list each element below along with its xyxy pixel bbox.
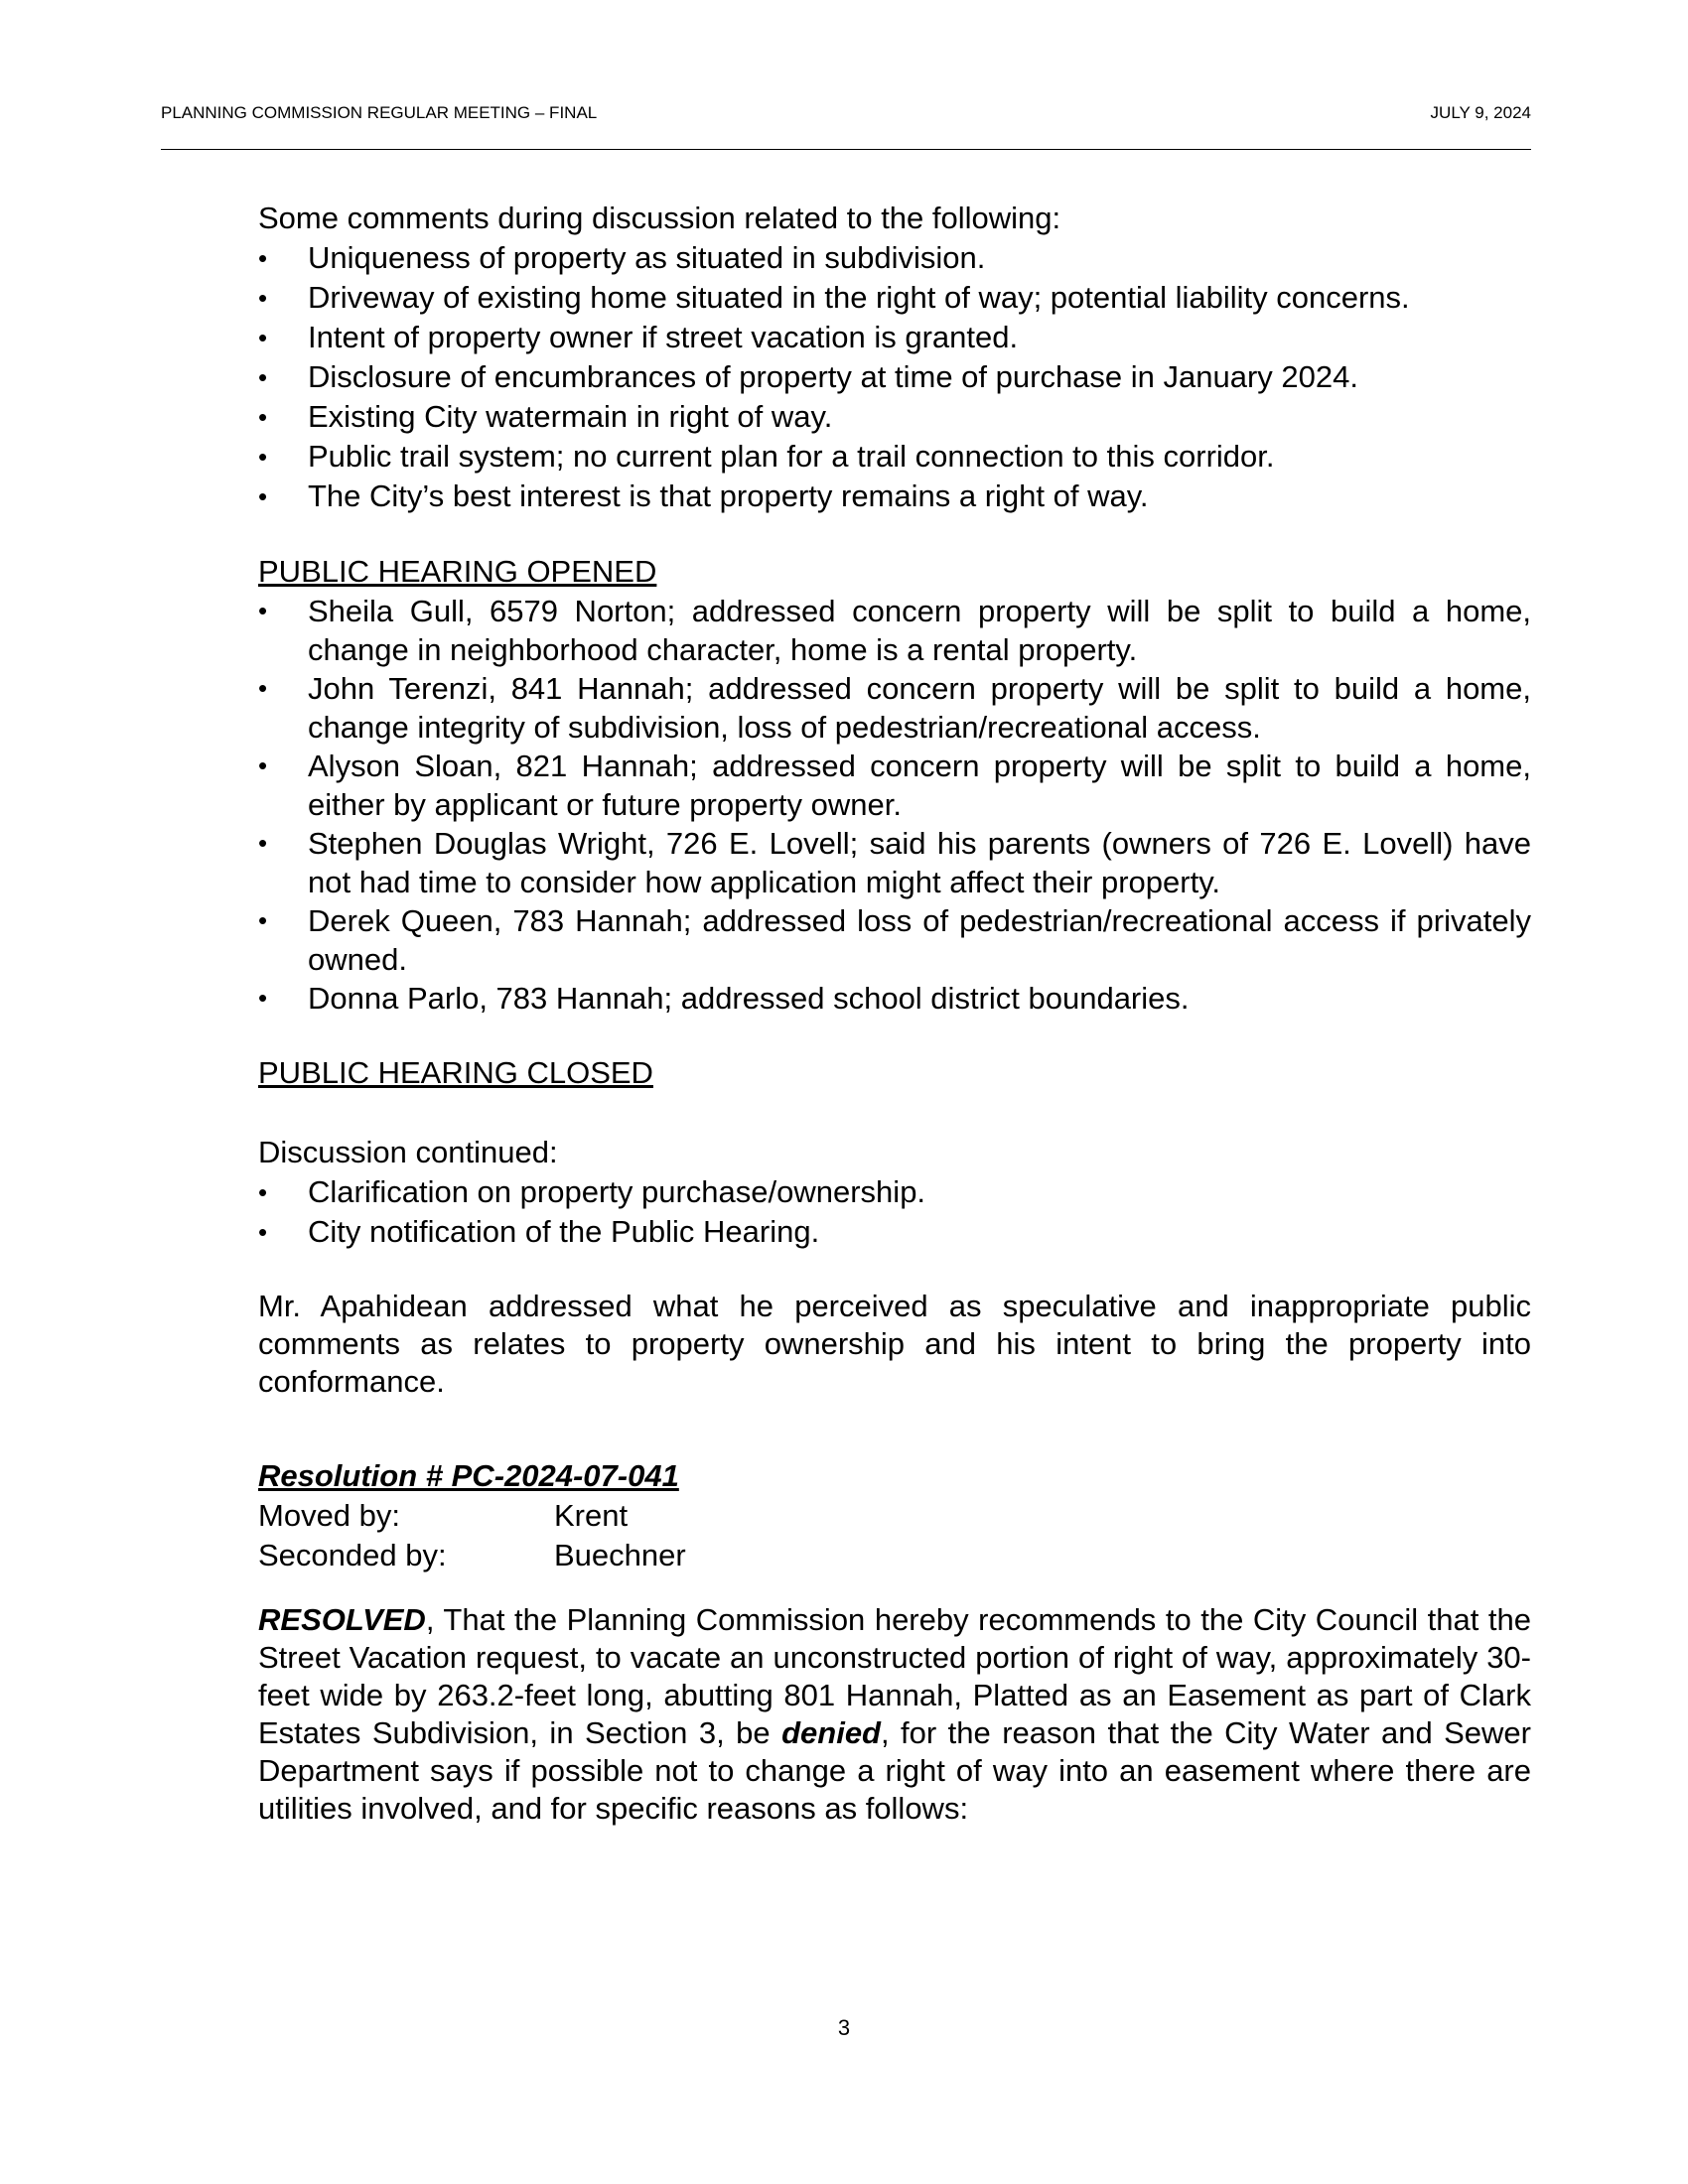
list-item: • Driveway of existing home situated in the right of way; potential liability concerns.: [258, 278, 1531, 318]
page-content: [258, 199, 1531, 1828]
bullet-icon: •: [258, 828, 268, 858]
list-item: • Clarification on property purchase/ownership.: [258, 1172, 1531, 1212]
bullet-icon: •: [258, 596, 268, 625]
header-date: JULY 9, 2024: [1430, 103, 1531, 122]
list-item: • Alyson Sloan, 821 Hannah; addressed concern property will be split to build a home, either by applicant or future property owner.: [258, 749, 1531, 822]
page-number: 3: [837, 2015, 851, 2040]
discussion-intro: Some comments during discussion related to the following:: [258, 201, 1061, 235]
denied-word: denied: [781, 1715, 881, 1750]
bullet-icon: •: [258, 362, 268, 392]
bullet-icon: •: [258, 1217, 268, 1247]
discussion-list: [258, 238, 1531, 516]
list-item: • Existing City watermain in right of way.: [258, 397, 1531, 437]
bullet-icon: •: [258, 243, 268, 273]
apahidean-paragraph: Mr. Apahidean addressed what he perceived as speculative and inappropriate public comments as relates to property ownership and his intent to bring the property into conformance.: [258, 1289, 1531, 1399]
discussion-continued-intro: Discussion continued:: [258, 1135, 558, 1169]
list-item: • The City’s best interest is that property remains a right of way.: [258, 477, 1531, 516]
moved-by-label: Moved by:: [258, 1498, 401, 1533]
bullet-icon: •: [258, 323, 268, 352]
list-item: • Public trail system; no current plan for a trail connection to this corridor.: [258, 437, 1531, 477]
moved-by-row: [258, 1496, 1531, 1536]
bullet-icon: •: [258, 481, 268, 511]
page-header: [161, 99, 1531, 150]
resolution-text: [258, 1601, 1531, 1828]
bullet-icon: •: [258, 905, 268, 935]
public-comments-list: [258, 592, 1531, 1018]
bullet-icon: •: [258, 283, 268, 313]
public-hearing-opened-heading: PUBLIC HEARING OPENED: [258, 554, 657, 589]
list-item: • City notification of the Public Hearing.: [258, 1212, 1531, 1252]
header-title: PLANNING COMMISSION REGULAR MEETING – FINAL: [161, 103, 598, 122]
list-item: • Uniqueness of property as situated in subdivision.: [258, 238, 1531, 278]
list-item: • Donna Parlo, 783 Hannah; addressed school district boundaries.: [258, 981, 1190, 1016]
bullet-icon: •: [258, 983, 268, 1013]
list-item: • Disclosure of encumbrances of property at time of purchase in January 2024.: [258, 357, 1531, 397]
bullet-icon: •: [258, 442, 268, 472]
resolved-word: RESOLVED: [258, 1602, 426, 1637]
public-hearing-closed-heading: PUBLIC HEARING CLOSED: [258, 1055, 653, 1090]
list-item: • Derek Queen, 783 Hannah; addressed loss of pedestrian/recreational access if privately owned.: [258, 903, 1531, 977]
list-item: • Stephen Douglas Wright, 726 E. Lovell; said his parents (owners of 726 E. Lovell) have not had time to consider how application might affect their property.: [258, 826, 1531, 899]
bullet-icon: •: [258, 1177, 268, 1207]
bullet-icon: •: [258, 751, 268, 780]
moved-by-value: Krent: [554, 1498, 629, 1533]
seconded-by-row: [258, 1536, 1531, 1575]
discussion-continued-list: [258, 1172, 1531, 1252]
resolution-text-part2: , for the reason that the City Water and Sewer Department says if possible not to change a right of way into an easement where there are utilities involved, and for specific reasons as follows:: [258, 1715, 1532, 1826]
seconded-by-label: Seconded by:: [258, 1538, 447, 1572]
bullet-icon: •: [258, 673, 268, 703]
bullet-icon: •: [258, 402, 268, 432]
list-item: • Intent of property owner if street vacation is granted.: [258, 318, 1531, 357]
list-item: • John Terenzi, 841 Hannah; addressed concern property will be split to build a home, change integrity of subdivision, loss of pedestrian/recreational access.: [258, 671, 1531, 745]
list-item: • Sheila Gull, 6579 Norton; addressed concern property will be split to build a home, change in neighborhood character, home is a rental property.: [258, 594, 1531, 667]
resolution-title: Resolution # PC-2024-07-041: [258, 1458, 679, 1493]
seconded-by-value: Buechner: [554, 1538, 686, 1572]
resolution-text-part1: , That the Planning Commission hereby recommends to the City Council that the Street Vacation request, to vacate an unconstructed portion of right of way, approximately 30-feet wide by 263.2-feet long, abutting 801 Hannah, Platted as an Easement as part of Clark Estates Subdivision, in Section 3, be: [258, 1602, 1531, 1750]
